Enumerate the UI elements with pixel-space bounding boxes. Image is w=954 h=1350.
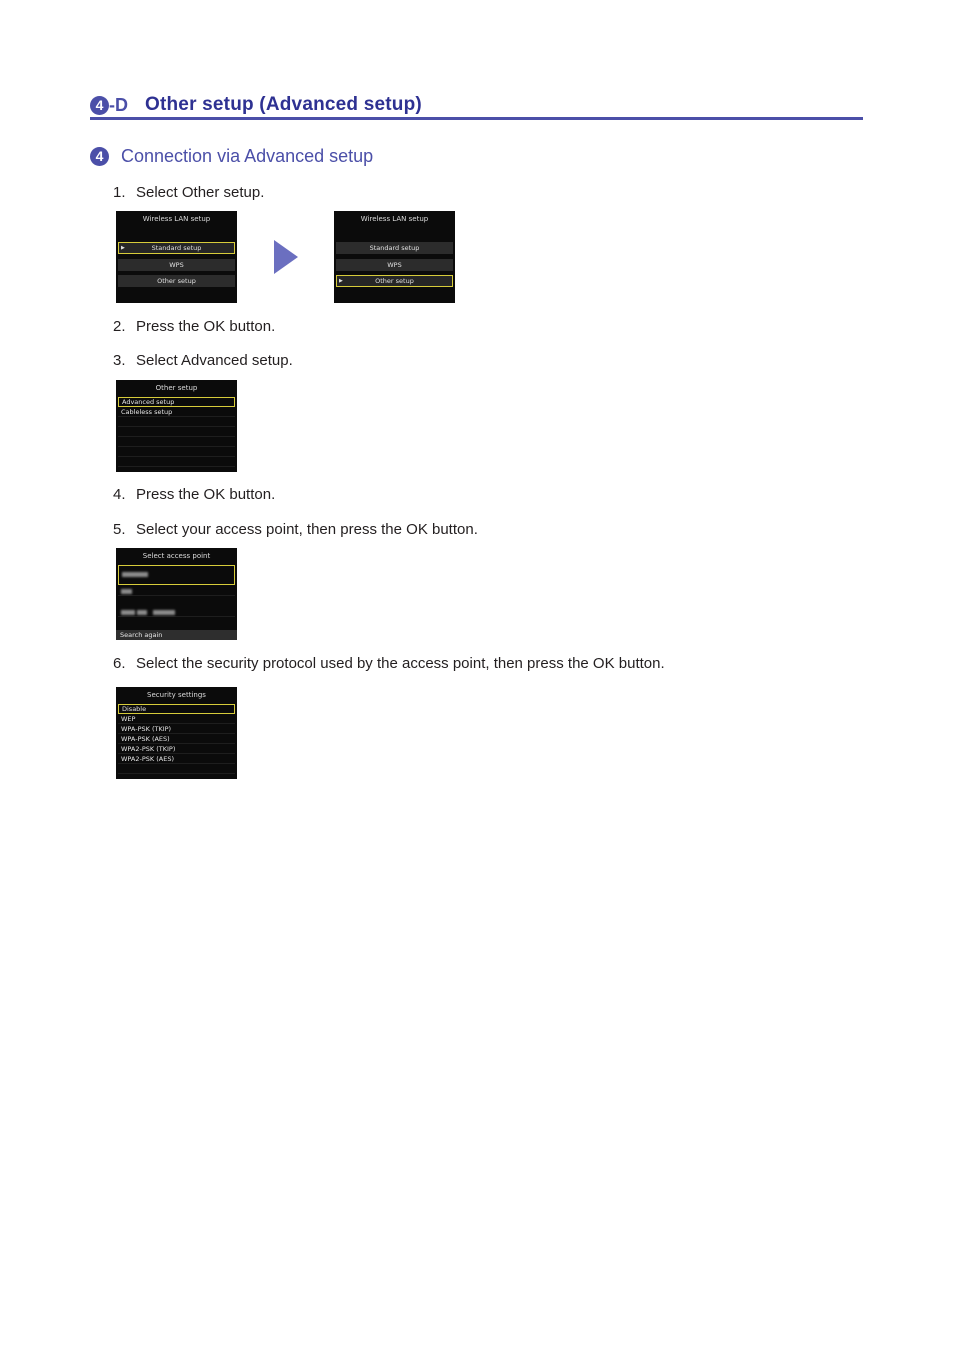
step-1: 1. Select Other setup. [113,184,265,201]
screen-title: Select access point [142,552,211,560]
right-triangle-icon: ▶ [339,278,343,284]
blurred-ssid [121,589,132,594]
number-circle-icon: 4 [90,96,109,115]
menu-item-wep: WEP [118,714,235,724]
blurred-ssid [121,610,135,615]
access-point-item [118,565,235,585]
step-4: 4. Press the OK button. [113,486,276,503]
menu-item-standard-setup: Standard setup [336,242,453,254]
subsection-heading [90,146,373,167]
step-6: 6. Select the security protocol used by the access point, then press the OK button. [113,655,665,672]
menu-item-wpa-psk-aes: WPA-PSK (AES) [118,734,235,744]
step-2: 2. Press the OK button. [113,318,276,335]
screen-title: Wireless LAN setup [142,215,211,223]
lcd-screen-security-settings [116,687,237,779]
blurred-ssid [153,610,175,615]
blurred-ssid [122,572,148,577]
menu-item-disable: Disable [118,704,235,714]
search-again-bar: Search again [116,630,237,640]
section-title: Other setup (Advanced setup) [145,94,422,115]
play-arrow-icon [274,240,298,274]
screen-title: Security settings [147,691,206,699]
number-circle-icon: 4 [90,147,109,166]
menu-item-wpa2-psk-aes: WPA2-PSK (AES) [118,754,235,764]
empty-row [118,447,235,457]
blurred-ssid [137,610,147,615]
lcd-screen-wireless-lan-a [116,211,237,303]
section-heading [90,92,863,120]
empty-row [118,417,235,427]
step-5: 5. Select your access point, then press the OK button. [113,521,478,538]
lcd-screen-other-setup [116,380,237,472]
access-point-item [118,607,235,617]
empty-row [118,457,235,467]
lcd-screen-select-access-point [116,548,237,640]
menu-item-other-setup: Other setup [118,275,235,287]
menu-item-wps: WPS [336,259,453,271]
right-triangle-icon: ▶ [121,245,125,251]
menu-item-wpa2-psk-tkip: WPA2-PSK (TKIP) [118,744,235,754]
menu-item-advanced-setup: Advanced setup [118,397,235,407]
empty-row [118,437,235,447]
section-suffix: -D [109,95,128,115]
step-3: 3. Select Advanced setup. [113,352,293,369]
screen-title: Wireless LAN setup [360,215,429,223]
section-number [90,95,128,116]
menu-item-cableless-setup: Cableless setup [118,407,235,417]
lcd-screen-wireless-lan-b [334,211,455,303]
menu-item-wpa-psk-tkip: WPA-PSK (TKIP) [118,724,235,734]
menu-item-standard-setup: ▶ Standard setup [118,242,235,254]
menu-item-other-setup: ▶ Other setup [336,275,453,287]
menu-item-wps: WPS [118,259,235,271]
screen-title: Other setup [155,384,198,392]
empty-row [118,764,235,774]
access-point-item [118,586,235,596]
subsection-title: Connection via Advanced setup [121,146,374,166]
empty-row [118,427,235,437]
